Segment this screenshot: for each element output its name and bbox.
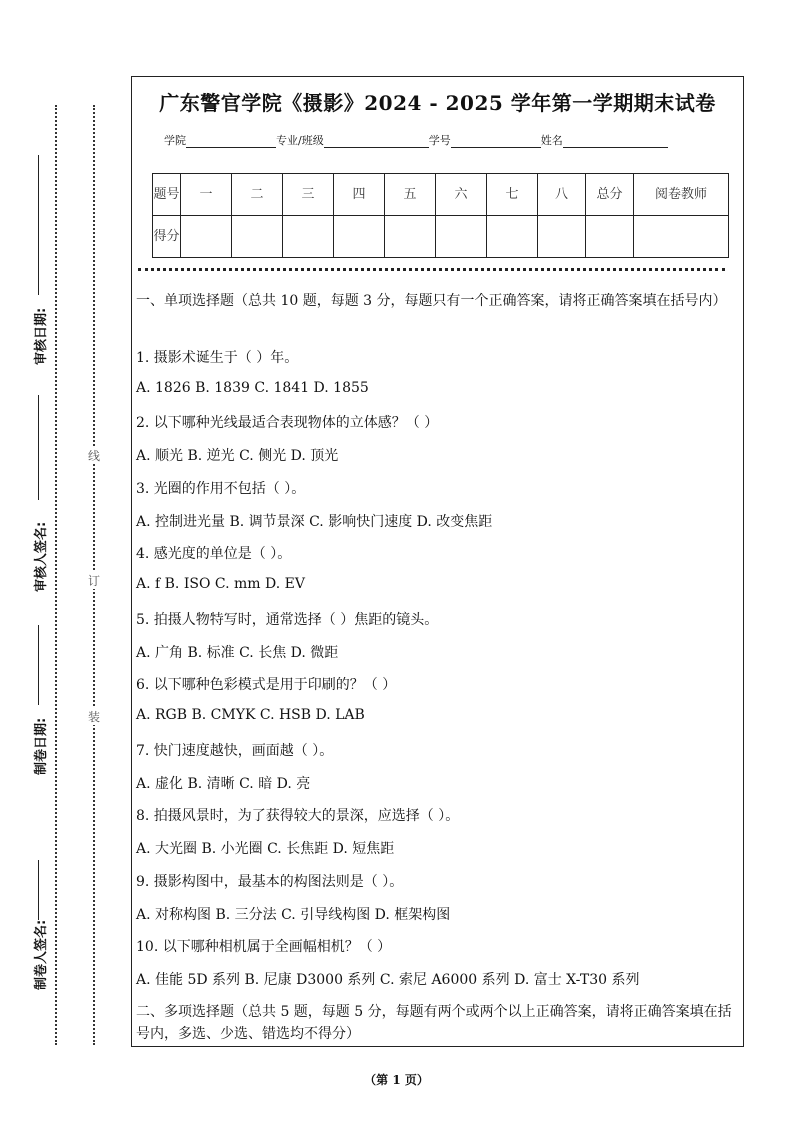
score-col-header: 一 xyxy=(181,174,232,216)
score-cell[interactable] xyxy=(634,216,729,258)
question-options: A. 对称构图 B. 三分法 C. 引导线构图 D. 框架构图 xyxy=(136,907,451,923)
score-cell[interactable] xyxy=(181,216,232,258)
maker-sign-line xyxy=(38,860,39,920)
score-cell[interactable] xyxy=(586,216,634,258)
score-cell[interactable] xyxy=(283,216,334,258)
section2-title: 二、多项选择题（总共 5 题，每题 5 分，每题有两个或两个以上正确答案，请将正确答案填在括号内，多选、少选、错选均不得分） xyxy=(136,1004,732,1042)
score-col-header: 总分 xyxy=(586,174,634,216)
question-options: A. 大光圈 B. 小光圈 C. 长焦距 D. 短焦距 xyxy=(136,841,395,857)
section1-title: 一、单项选择题（总共 10 题，每题 3 分，每题只有一个正确答案，请将正确答案填在括号内） xyxy=(136,293,727,309)
student-info-line xyxy=(164,132,668,148)
score-row-label: 得分 xyxy=(153,216,181,258)
question-options: A. 广角 B. 标准 C. 长焦 D. 微距 xyxy=(136,645,339,661)
score-table-header-row xyxy=(153,174,729,216)
score-col-header: 题号 xyxy=(153,174,181,216)
question-text: 7. 快门速度越快，画面越（ ）。 xyxy=(136,743,334,759)
score-col-header: 阅卷教师 xyxy=(634,174,729,216)
question-text: 10. 以下哪种相机属于全画幅相机？（ ） xyxy=(136,939,392,955)
question-options: A. 顺光 B. 逆光 C. 侧光 D. 顶光 xyxy=(136,448,339,464)
major-field[interactable] xyxy=(324,135,429,148)
maker-date-label: 制卷日期: xyxy=(34,717,49,775)
score-cell[interactable] xyxy=(538,216,586,258)
question-text: 2. 以下哪种光线最适合表现物体的立体感？（ ） xyxy=(136,415,439,431)
question-text: 1. 摄影术诞生于（ ）年。 xyxy=(136,350,299,366)
major-label: 专业/班级 xyxy=(276,134,324,147)
question-options: A. 虚化 B. 清晰 C. 暗 D. 亮 xyxy=(136,776,311,792)
question-options: A. 佳能 5D 系列 B. 尼康 D3000 系列 C. 索尼 A6000 系列 D. 富士 X-T30 系列 xyxy=(136,972,640,988)
score-col-header: 四 xyxy=(334,174,385,216)
score-cell[interactable] xyxy=(232,216,283,258)
college-field[interactable] xyxy=(186,135,276,148)
dotted-divider xyxy=(138,268,725,271)
score-col-header: 五 xyxy=(385,174,436,216)
question-text: 3. 光圈的作用不包括（ ）。 xyxy=(136,481,306,497)
score-col-header: 六 xyxy=(436,174,487,216)
student-id-label: 学号 xyxy=(428,134,451,147)
binding-mark-line: 线 xyxy=(88,449,101,463)
score-col-header: 二 xyxy=(232,174,283,216)
question-options: A. RGB B. CMYK C. HSB D. LAB xyxy=(136,707,365,723)
gutter-dotted-line-outer xyxy=(55,105,57,1045)
score-cell[interactable] xyxy=(436,216,487,258)
name-field[interactable] xyxy=(563,135,668,148)
page-title: 广东警官学院《摄影》2024 - 2025 学年第一学期期末试卷 xyxy=(159,91,716,115)
exam-sheet xyxy=(131,76,744,1047)
reviewer-sign-label: 审核人签名: xyxy=(34,521,49,592)
score-cell[interactable] xyxy=(487,216,538,258)
question-options: A. 1826 B. 1839 C. 1841 D. 1855 xyxy=(136,380,369,396)
binding-mark-ding: 订 xyxy=(88,574,101,588)
page-number: （第 1 页） xyxy=(364,1073,429,1087)
question-text: 4. 感光度的单位是（ ）。 xyxy=(136,546,292,562)
question-text: 5. 拍摄人物特写时，通常选择（ ）焦距的镜头。 xyxy=(136,612,439,628)
score-col-header: 三 xyxy=(283,174,334,216)
score-col-header: 七 xyxy=(487,174,538,216)
maker-date-line xyxy=(38,625,39,705)
question-options: A. 控制进光量 B. 调节景深 C. 影响快门速度 D. 改变焦距 xyxy=(136,514,493,530)
score-cell[interactable] xyxy=(385,216,436,258)
name-label: 姓名 xyxy=(540,134,563,147)
reviewer-date-line xyxy=(38,155,39,295)
reviewer-date-label: 审核日期: xyxy=(34,307,49,365)
question-text: 8. 拍摄风景时，为了获得较大的景深，应选择（ ）。 xyxy=(136,808,460,824)
question-text: 6. 以下哪种色彩模式是用于印刷的？（ ） xyxy=(136,677,397,693)
reviewer-sign-line xyxy=(38,395,39,500)
score-cell[interactable] xyxy=(334,216,385,258)
score-col-header: 八 xyxy=(538,174,586,216)
maker-sign-label: 制卷人签名: xyxy=(34,919,49,990)
student-id-field[interactable] xyxy=(451,135,541,148)
question-text: 9. 摄影构图中，最基本的构图法则是（ ）。 xyxy=(136,874,404,890)
score-table xyxy=(152,173,729,258)
score-table-score-row xyxy=(153,216,729,258)
binding-mark-zhuang: 装 xyxy=(88,710,101,724)
college-label: 学院 xyxy=(164,134,186,147)
question-options: A. f B. ISO C. mm D. EV xyxy=(136,576,305,592)
